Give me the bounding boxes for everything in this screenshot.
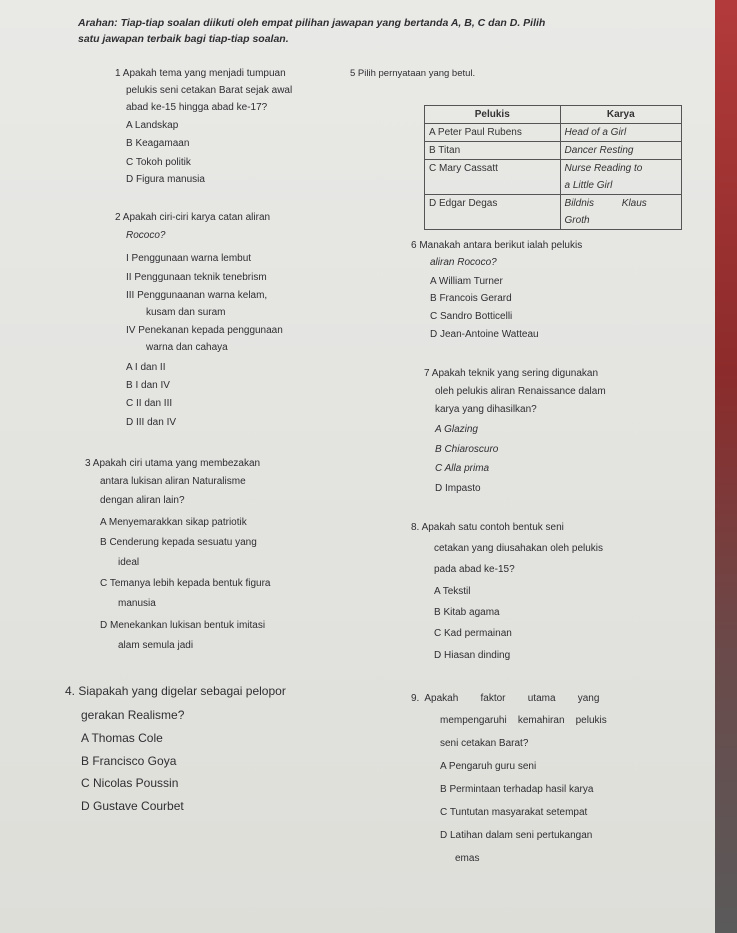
q9-option-a: A Pengaruh guru seni (440, 761, 537, 772)
q2-statement-2: II Penggunaan teknik tenebrism (126, 272, 267, 283)
q8-option-a: A Tekstil (434, 586, 471, 597)
q8-line-2: cetakan yang diusahakan oleh pelukis (434, 543, 604, 554)
q2-statement-3: III Penggunaanan warna kelam, (126, 290, 268, 301)
q2-statement-4: IV Penekanan kepada penggunaan (126, 325, 283, 336)
table-row (425, 212, 682, 230)
q6-option-d: D Jean-Antoine Watteau (430, 329, 539, 340)
q6-line-2: aliran Rococo? (430, 257, 497, 268)
q5-table (424, 105, 682, 230)
q3-line-1: 3 Apakah ciri utama yang membezakan (85, 458, 261, 469)
q6-option-b: B Francois Gerard (430, 293, 512, 304)
q3-option-b2: ideal (118, 557, 140, 568)
q1-option-d: D Figura manusia (126, 174, 205, 185)
q6-line-1: 6 Manakah antara berikut ialah pelukis (411, 240, 583, 251)
q2-option-d: D III dan IV (126, 417, 177, 428)
q3-option-d2: alam semula jadi (118, 640, 194, 651)
table-cell: a Little Girl (560, 177, 681, 195)
q4-option-c: C Nicolas Poussin (81, 776, 179, 790)
q7-option-c: C Alla prima (435, 463, 490, 474)
table-cell: Groth (560, 212, 681, 230)
q9-option-d2: emas (455, 853, 480, 864)
instruction-line-2: satu jawapan terbaik bagi tiap-tiap soalan. (78, 33, 289, 45)
q3-option-d: D Menekankan lukisan bentuk imitasi (100, 620, 266, 631)
q3-option-a: A Menyemarakkan sikap patriotik (100, 517, 247, 528)
table-cell: D Edgar Degas (425, 195, 561, 213)
q2-statement-1: I Penggunaan warna lembut (126, 253, 252, 264)
q1-line-3: abad ke-15 hingga abad ke-17? (126, 102, 268, 113)
q1-option-a: A Landskap (126, 120, 179, 131)
q7-option-d: D Impasto (435, 483, 481, 494)
q3-line-2: antara lukisan aliran Naturalisme (100, 476, 246, 487)
q4-option-a: A Thomas Cole (81, 731, 163, 745)
table-cell (425, 212, 561, 230)
q9-option-d: D Latihan dalam seni pertukangan (440, 830, 593, 841)
q3-line-3: dengan aliran lain? (100, 495, 185, 506)
q7-option-b: B Chiaroscuro (435, 444, 499, 455)
table-header-pelukis: Pelukis (425, 106, 561, 124)
q2-option-a: A I dan II (126, 362, 166, 373)
q3-option-c: C Temanya lebih kepada bentuk figura (100, 578, 271, 589)
instruction-line-1: Arahan: Tiap-tiap soalan diikuti oleh empat pilihan jawapan yang bertanda A, B, C dan D. Pilih (78, 17, 546, 29)
q8-option-d: D Hiasan dinding (434, 650, 511, 661)
q4-option-b: B Francisco Goya (81, 754, 177, 768)
q4-option-d: D Gustave Courbet (81, 799, 184, 813)
q9-option-c: C Tuntutan masyarakat setempat (440, 807, 588, 818)
table-cell: A Peter Paul Rubens (425, 124, 561, 142)
q9-line-2: mempengaruhi kemahiran pelukis (440, 715, 607, 726)
q7-line-3: karya yang dihasilkan? (435, 404, 537, 415)
q5-line: 5 Pilih pernyataan yang betul. (350, 68, 476, 79)
q2-line-2: Rococo? (126, 230, 166, 241)
q1-line-2: pelukis seni cetakan Barat sejak awal (126, 85, 293, 96)
table-row (425, 124, 682, 142)
table-row (425, 195, 682, 213)
q7-option-a: A Glazing (435, 424, 478, 435)
q8-option-b: B Kitab agama (434, 607, 500, 618)
table-header-karya: Karya (560, 106, 681, 124)
q8-line-3: pada abad ke-15? (434, 564, 515, 575)
page-edge-background (715, 0, 737, 933)
q9-line-1: 9. Apakah faktor utama yang (411, 693, 600, 704)
table-row (425, 142, 682, 160)
q8-option-c: C Kad permainan (434, 628, 512, 639)
q8-line-1: 8. Apakah satu contoh bentuk seni (411, 522, 564, 533)
table-cell: C Mary Cassatt (425, 160, 561, 178)
table-row (425, 160, 682, 178)
q6-option-c: C Sandro Botticelli (430, 311, 513, 322)
q1-option-c: C Tokoh politik (126, 157, 191, 168)
q9-line-3: seni cetakan Barat? (440, 738, 529, 749)
q3-option-b: B Cenderung kepada sesuatu yang (100, 537, 257, 548)
table-cell: Head of a Girl (560, 124, 681, 142)
table-cell: Nurse Reading to (560, 160, 681, 178)
q4-line-1: 4. Siapakah yang digelar sebagai pelopor (65, 684, 286, 698)
q1-option-b: B Keagamaan (126, 138, 190, 149)
q2-statement-4b: warna dan cahaya (146, 342, 228, 353)
table-cell: Dancer Resting (560, 142, 681, 160)
q2-option-c: C II dan III (126, 398, 173, 409)
q2-statement-3b: kusam dan suram (146, 307, 226, 318)
table-cell: B Titan (425, 142, 561, 160)
q4-line-2: gerakan Realisme? (81, 708, 185, 722)
q6-option-a: A William Turner (430, 276, 503, 287)
q7-line-1: 7 Apakah teknik yang sering digunakan (424, 368, 599, 379)
table-cell (425, 177, 561, 195)
q7-line-2: oleh pelukis aliran Renaissance dalam (435, 386, 606, 397)
q2-option-b: B I dan IV (126, 380, 170, 391)
table-row (425, 177, 682, 195)
table-cell: Bildnis Klaus (560, 195, 681, 213)
q1-line-1: 1 Apakah tema yang menjadi tumpuan (115, 68, 286, 79)
table-header-row (425, 106, 682, 124)
q3-option-c2: manusia (118, 598, 156, 609)
q9-option-b: B Permintaan terhadap hasil karya (440, 784, 594, 795)
q2-line-1: 2 Apakah ciri-ciri karya catan aliran (115, 212, 271, 223)
